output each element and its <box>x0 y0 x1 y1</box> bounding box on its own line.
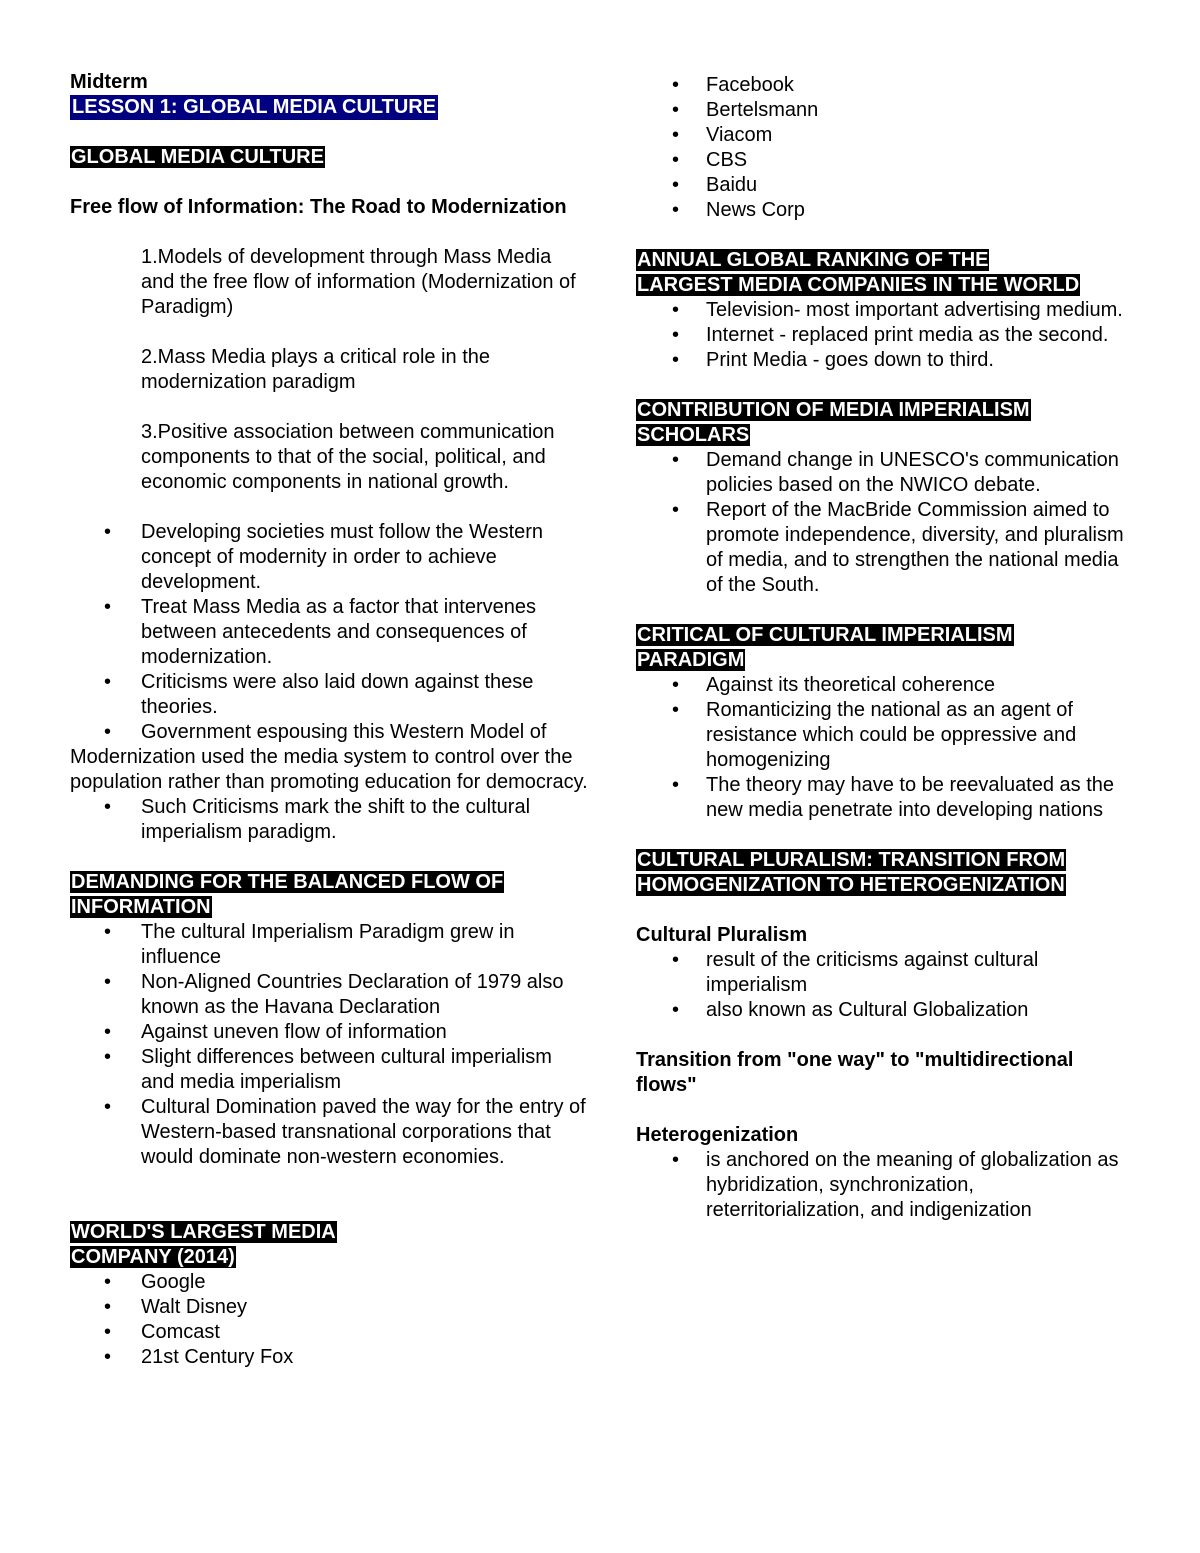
annual-ranking-heading: ANNUAL GLOBAL RANKING OF THE LARGEST MEDIA COMPANIES IN THE WORLD <box>637 249 1080 296</box>
global-media-culture-heading: GLOBAL MEDIA CULTURE <box>71 146 324 168</box>
transition-title: Transition from "one way" to "multidirectional flows" <box>636 1049 1074 1096</box>
list-item: • Print Media - goes down to third. <box>636 348 1136 373</box>
list-item: • Baidu <box>636 173 1136 198</box>
list-item: • Slight differences between cultural imperialism and media imperialism <box>70 1045 590 1095</box>
midterm-label: Midterm <box>70 71 148 93</box>
critical-heading: CRITICAL OF CULTURAL IMPERIALISM PARADIGM <box>637 624 1013 671</box>
list-item: • Viacom <box>636 123 1136 148</box>
critical-bullets <box>636 673 1136 823</box>
contribution-heading: CONTRIBUTION OF MEDIA IMPERIALISM SCHOLARS <box>637 399 1030 446</box>
contribution-bullets <box>636 448 1136 598</box>
balanced-flow-heading: DEMANDING FOR THE BALANCED FLOW OF INFORMATION <box>71 871 504 918</box>
heterogenization-title: Heterogenization <box>636 1124 799 1146</box>
list-item: • The theory may have to be reevaluated as the new media penetrate into developing nations <box>636 773 1136 823</box>
lesson-title: LESSON 1: GLOBAL MEDIA CULTURE <box>72 96 437 118</box>
companies-list-right <box>636 73 1136 223</box>
list-item: • Walt Disney <box>70 1295 590 1320</box>
list-item: • Developing societies must follow the Western concept of modernity in order to achieve development. <box>70 520 590 595</box>
list-item: • Television- most important advertising medium. <box>636 298 1136 323</box>
free-flow-title: Free flow of Information: The Road to Modernization <box>70 196 567 218</box>
list-item: • Criticisms were also laid down against these theories. <box>70 670 590 720</box>
list-item: • 21st Century Fox <box>70 1345 590 1370</box>
list-item: • Government espousing this Western Model of Modernization used the media system to control over the population rather than promoting education for democracy. <box>70 720 590 795</box>
numbered-item-2: 2.Mass Media plays a critical role in the modernization paradigm <box>141 346 491 393</box>
ranking-bullets <box>636 298 1136 373</box>
list-item: • Internet - replaced print media as the second. <box>636 323 1136 348</box>
list-item: • Demand change in UNESCO's communication policies based on the NWICO debate. <box>636 448 1136 498</box>
balanced-flow-bullets <box>70 920 590 1170</box>
list-item: • Against its theoretical coherence <box>636 673 1136 698</box>
list-item: • Report of the MacBride Commission aimed to promote independence, diversity, and pluralism of media, and to strengthen the national media of the South. <box>636 498 1136 598</box>
cultural-pluralism-title: Cultural Pluralism <box>636 924 808 946</box>
list-item: • Cultural Domination paved the way for the entry of Western-based transnational corporations that would dominate non-western economies. <box>70 1095 590 1170</box>
modernization-bullets <box>70 520 590 845</box>
companies-list-left <box>70 1270 590 1370</box>
list-item: • Google <box>70 1270 590 1295</box>
list-item: • Non-Aligned Countries Declaration of 1979 also known as the Havana Declaration <box>70 970 590 1020</box>
list-item: • also known as Cultural Globalization <box>636 998 1136 1023</box>
right-column <box>636 73 1136 1223</box>
numbered-item-3: 3.Positive association between communication components to that of the social, political, and economic components in national growth. <box>141 421 555 493</box>
list-item: • Comcast <box>70 1320 590 1345</box>
list-item: • News Corp <box>636 198 1136 223</box>
left-column <box>70 70 590 1370</box>
list-item: • Against uneven flow of information <box>70 1020 590 1045</box>
list-item: • Facebook <box>636 73 1136 98</box>
cultural-pluralism-bullets <box>636 948 1136 1023</box>
list-item: • The cultural Imperialism Paradigm grew in influence <box>70 920 590 970</box>
heterogenization-bullets <box>636 1148 1136 1223</box>
largest-media-company-heading: WORLD'S LARGEST MEDIA COMPANY (2014) <box>71 1221 336 1268</box>
list-item: • Bertelsmann <box>636 98 1136 123</box>
list-item: • is anchored on the meaning of globalization as hybridization, synchronization, reterritorialization, and indigenization <box>636 1148 1136 1223</box>
list-item: • Romanticizing the national as an agent of resistance which could be oppressive and homogenizing <box>636 698 1136 773</box>
numbered-item-1: 1.Models of development through Mass Media and the free flow of information (Modernization of Paradigm) <box>141 246 576 318</box>
cultural-pluralism-heading: CULTURAL PLURALISM: TRANSITION FROM HOMOGENIZATION TO HETEROGENIZATION <box>637 849 1066 896</box>
list-item: • CBS <box>636 148 1136 173</box>
list-item: • result of the criticisms against cultural imperialism <box>636 948 1136 998</box>
list-item: • Such Criticisms mark the shift to the cultural imperialism paradigm. <box>70 795 590 845</box>
list-item: • Treat Mass Media as a factor that intervenes between antecedents and consequences of modernization. <box>70 595 590 670</box>
